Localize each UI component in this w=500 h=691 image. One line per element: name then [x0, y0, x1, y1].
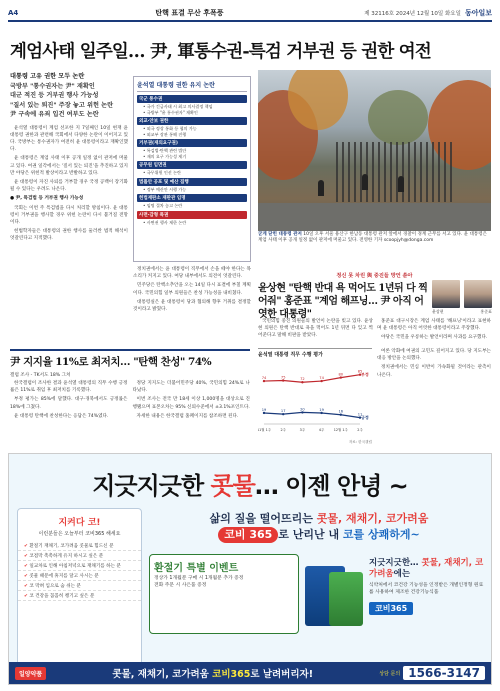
data-label: 17	[280, 409, 286, 414]
infobox-item-sub: • 임명 절차 놓고 논란	[143, 203, 183, 208]
chart-title: 윤석열 대통령 직무 수행 평가	[258, 352, 323, 358]
infobox-item	[137, 95, 247, 115]
data-point	[301, 411, 303, 413]
tick-label: 12월 1주	[333, 428, 348, 432]
approval-byline: 갤럽 조사 - TK서도 18% 그쳐	[10, 373, 71, 378]
infobox-item-head: 사면·감형 특권	[137, 211, 247, 219]
data-point	[320, 380, 322, 382]
ad-checklist-item: ✔ 코점막 촉촉하게 유지 하시고 싶은 분	[18, 551, 141, 561]
right-story-col2: 홍준표 대구시장은 계엄 사태를 '해프닝'이라고 표현하며 윤 대통령은 아직 어엿한 대통령이라고 주장했다. 야당은 국민을 우롱하는 발언이라며 사과를 요구했다.	[377, 319, 491, 341]
chart-svg	[258, 360, 372, 436]
data-point	[340, 414, 342, 416]
ad-checklist-item: ✔ 환절기 재채기, 코가려움 콧물로 힘드신 분	[18, 541, 141, 551]
data-label: 19	[261, 407, 267, 412]
infobox-item-head: 헌법재판소 재판관 임명	[137, 194, 247, 202]
product-bottle-image	[329, 572, 363, 626]
infobox-item-sub: • 정부 예산안 시행 가능	[143, 186, 187, 192]
portraits	[432, 280, 492, 310]
story1-column	[10, 72, 128, 245]
middle-column: 정치권에서는 윤 대통령이 직무에서 손을 떼야 한다는 목소리가 커지고 있다. 여당 내부에서도 의견이 엇갈린다. 민주당은 탄핵소추안을 오는 14일 다시 표결에 부칠 계획이다. 국민의힘 일부 의원들은 찬성 가능성을 내비쳤다. 대통령실은 윤 대통령이 당과 협의해 향후 거취를 결정할 것이라고 밝혔다.	[133, 267, 251, 313]
ad-checklist-item: ✔ 일교차로 인해 아침저녁으로 재채기를 하는 분	[18, 561, 141, 571]
main-headline: 계엄사태 일주일… 尹, 軍통수권-특검 거부권 등 권한 여전	[10, 42, 432, 62]
infobox-items	[137, 95, 247, 225]
approval-col2: 정당 지지도는 더불어민주당 40%, 국민의힘 24%로 나타났다. 이번 조사는 전국 만 18세 이상 1,000명을 대상으로 진행됐으며 표본오차는 95% 신뢰수준에서 ±3.1%포인트다. 자세한 내용은 한국갤럽 홈페이지를 참조하면 된다.	[132, 381, 250, 419]
data-label: 75	[280, 375, 286, 380]
ad-checklist-item: ✔ 콧물 때문에 휴지를 달고 사시는 분	[18, 571, 141, 581]
portrait-yoon-sanghyun	[432, 280, 460, 308]
story1-body: 윤석열 대통령이 계엄 선포한 지 7일째인 10일 현재 윤 대통령 권한과 관련해 국회에서 다양한 논란이 이어지고 있다. 국방부는 통수권자가 여전히 윤 대통령이라고 재확인했다. 윤 대통령은 계엄 사태 이후 공개 일정 없이 관저에 머물고 있다. 여권 일각에서는 '질서 있는 퇴진'을 추진하고 있지만 야당은 위헌적 발상이라고 반발하고 있다. 윤 대통령이 자진 사퇴를 거부할 경우 국정 공백이 장기화될 수 있다는 우려도 나온다. ● 尹, 특검법 등 거부권 행사 가능성 국회는 이번 주 특검법을 다시 처리할 방침이다. 윤 대통령이 거부권을 행사할 경우 위헌 논란이 다시 불거질 전망이다. 헌법학자들은 대통령의 권한 행사를 둘러싼 법적 해석이 엇갈린다고 지적했다.	[10, 125, 128, 242]
data-label: 20	[300, 407, 305, 412]
infobox-title: 윤석열 대통령 권한 유지 논란	[137, 80, 247, 92]
data-point	[301, 381, 303, 383]
infobox-item-sub: • 국가 긴급사태 시 최고 의사결정 책임 • 국방부 "윤 통수권자" 재확인	[143, 104, 213, 115]
data-label: 11	[357, 412, 363, 417]
infobox-item-head: 법률안 공포 및 예산 집행	[137, 178, 247, 186]
infobox-item	[137, 161, 247, 176]
right-bottom-column: 여론 악화에 여권의 고민도 깊어지고 있다. 당 지도부는 대응 방안을 논의했다. 정치권에서는 민심 이반이 가속화될 것이라는 관측이 나온다.	[377, 349, 491, 378]
infobox-item-head: 외교·안보 권한	[137, 117, 247, 125]
story1-subhead: ● 尹, 특검법 등 거부권 행사 가능성	[10, 196, 84, 202]
data-point	[263, 412, 265, 414]
infobox-item-sub: • 사면권 행사 제한 논란	[143, 219, 187, 225]
masthead	[8, 6, 492, 22]
tick-label: 4주	[318, 428, 325, 432]
data-point	[282, 413, 284, 415]
story1-deck: 대통령 고유 권한 모두 논란 국방부 "통수권자는 尹" 재확인 대군 적진 등 거부권 행사 가능성 "질서 있는 퇴진" 주장 놓고 위헌 논란 尹 구속에 유죄 입건 여부도 논란	[10, 73, 114, 118]
data-point	[340, 376, 342, 378]
ad-checklist-item: ✔ 코 막혀 입으로 숨 쉬는 분	[18, 581, 141, 591]
infobox-item-sub: • 국무위원 인선 논란	[143, 170, 181, 175]
residence-photo	[258, 70, 491, 231]
right-kicker: 정신 못 차린 與 중진들 망언 쏟아	[336, 273, 413, 279]
data-point	[263, 380, 265, 382]
ad-footer	[9, 662, 491, 684]
ad-phone[interactable]: 1566-3147	[403, 666, 485, 680]
photo-caption: 굳게 닫힌 대통령 관저 10일 오후 서울 용산구 한남동 대통령 관저 앞에서 경찰이 경계 근무를 서고 있다. 윤 대통령은 계엄 사태 이후 공개 일정 없이 관저에 머물고 있다. 전영한 기자 scoopjyh@donga.com	[258, 232, 487, 244]
data-label: 16	[338, 409, 344, 414]
ad-subhead: 삶의 질을 떨어뜨리는 콧물, 재채기, 코가려움 코비 365 로 난리난 내 코를 상쾌하게~	[209, 512, 429, 541]
advertisement	[8, 453, 492, 685]
ad-event: 환절기 특별 이벤트 정상가 1개월분 구매 시 1개월분 추가 증정 전화 주문 시 사은품 증정	[149, 554, 299, 634]
approval-chart	[258, 348, 372, 446]
data-label: 74	[319, 376, 324, 381]
right-story-col1: 국민의힘 중진 의원들의 발언이 논란을 빚고 있다. 윤상현 의원은 탄핵 반대로 욕을 먹어도 1년 뒤면 다 잊고 찍어준다고 말해 비판을 받았다.	[258, 319, 373, 339]
data-point	[320, 412, 322, 414]
page-number: A4	[8, 9, 19, 17]
approval-col1: 한국갤럽이 조사한 결과 윤석열 대통령의 직무 수행 긍정률은 11%로 취임 후 최저치를 기록했다. 부정 평가는 85%에 달했다. 대구·경북에서도 긍정률은 18%에 그쳤다. 윤 대통령 탄핵에 찬성한다는 응답은 74%였다.	[10, 381, 128, 419]
data-point	[282, 379, 284, 381]
infobox-item-sub: • 외국 정상 통화 등 협의 가능 • 외교부 장관 통해 진행	[143, 126, 197, 137]
tick-label: 11월 1주	[258, 428, 272, 432]
chart-source: 자료: 한국갤럽	[348, 440, 372, 444]
tel-label: 상담 문의	[379, 670, 401, 677]
infobox-item-head: 공무원 임면권	[137, 161, 247, 169]
infobox-item-head: 거부권(재의요구권)	[137, 139, 247, 147]
paper-name: 동아일보	[464, 9, 492, 17]
series-label: 긍정	[361, 415, 369, 421]
issue-meta: 제 32116호 2024년 12월 10일 화요일	[364, 11, 461, 17]
infobox-item	[137, 117, 247, 137]
infobox-item-head: 국군 통수권	[137, 95, 247, 103]
data-label: 72	[300, 377, 305, 382]
infobox-item-sub: • 특검법·탄핵 관련 법안 • 재의 요구 가능성 제기	[143, 148, 187, 159]
right-headline: 윤상현 "탄핵 반대 욕 먹어도 1년뒤 다 찍어줘" 홍준표 "계엄 해프닝… 尹 아직 어엿한 대통령"	[258, 283, 428, 320]
ad-right-copy: 지긋지긋한… 콧물, 재채기, 코가려움에는 식약처에서 코건강 기능성을 인정받은 개별인정형 원료를 사용하여 제조한 건강기능식품 코비365	[369, 558, 484, 613]
data-label: 19	[319, 407, 324, 412]
gate	[336, 142, 456, 202]
infobox-item	[137, 211, 247, 226]
tick-label: 2주	[357, 428, 363, 432]
data-label: 80	[338, 372, 344, 377]
ad-headline-accent: 콧물	[210, 472, 255, 500]
tick-label: 2주	[280, 428, 286, 432]
caption-label: 굳게 닫힌 대통령 관저	[258, 232, 302, 237]
ad-slogan: 콧물, 재채기, 코가려움 코비365로 날려버리자!	[112, 669, 314, 680]
section-title: 탄핵 표결 무산 후폭풍	[155, 9, 224, 17]
approval-headline: 尹 지지율 11%로 최저치… "탄핵 찬성" 74%	[10, 349, 250, 369]
ad-checklist-item: ✔ 코 건강을 꼼꼼히 챙기고 싶은 분	[18, 591, 141, 601]
data-label: 85	[357, 369, 363, 374]
series-label: 부정	[361, 372, 369, 378]
tick-label: 3주	[299, 428, 306, 432]
infobox-item	[137, 178, 247, 193]
ad-checklist: 지켜다 코! 이런분들은 오늘부터 코비365 해세요 ✔ 환절기 재채기, 코가려움 콧물로 힘드신 분 ✔ 코점막 촉촉하게 유지 하시고 싶은 분 ✔ 일교차로 인해 아침저녁으로 재채기를 하는 분 ✔ 콧물 때문에 휴지를 달고 사시는 분 ✔ 코 막혀 입으로 숨 쉬는 분 ✔ 코 건강을 꼼꼼히 챙기고 싶은 분	[17, 508, 142, 670]
infobox-item	[137, 194, 247, 209]
portrait-hong-joonpyo	[464, 280, 492, 308]
data-label: 74	[261, 376, 267, 381]
ad-headline: 지긋지긋한 콧물… 이젠 안녕 ~	[92, 472, 408, 500]
infobox-item	[137, 139, 247, 159]
ad-brand-badge: 코비365	[369, 602, 413, 615]
power-infobox	[133, 76, 251, 262]
approval-story	[10, 349, 250, 422]
ad-company: 일양약품	[15, 667, 46, 680]
portrait-labels: 윤상현 홍준표	[432, 309, 492, 314]
